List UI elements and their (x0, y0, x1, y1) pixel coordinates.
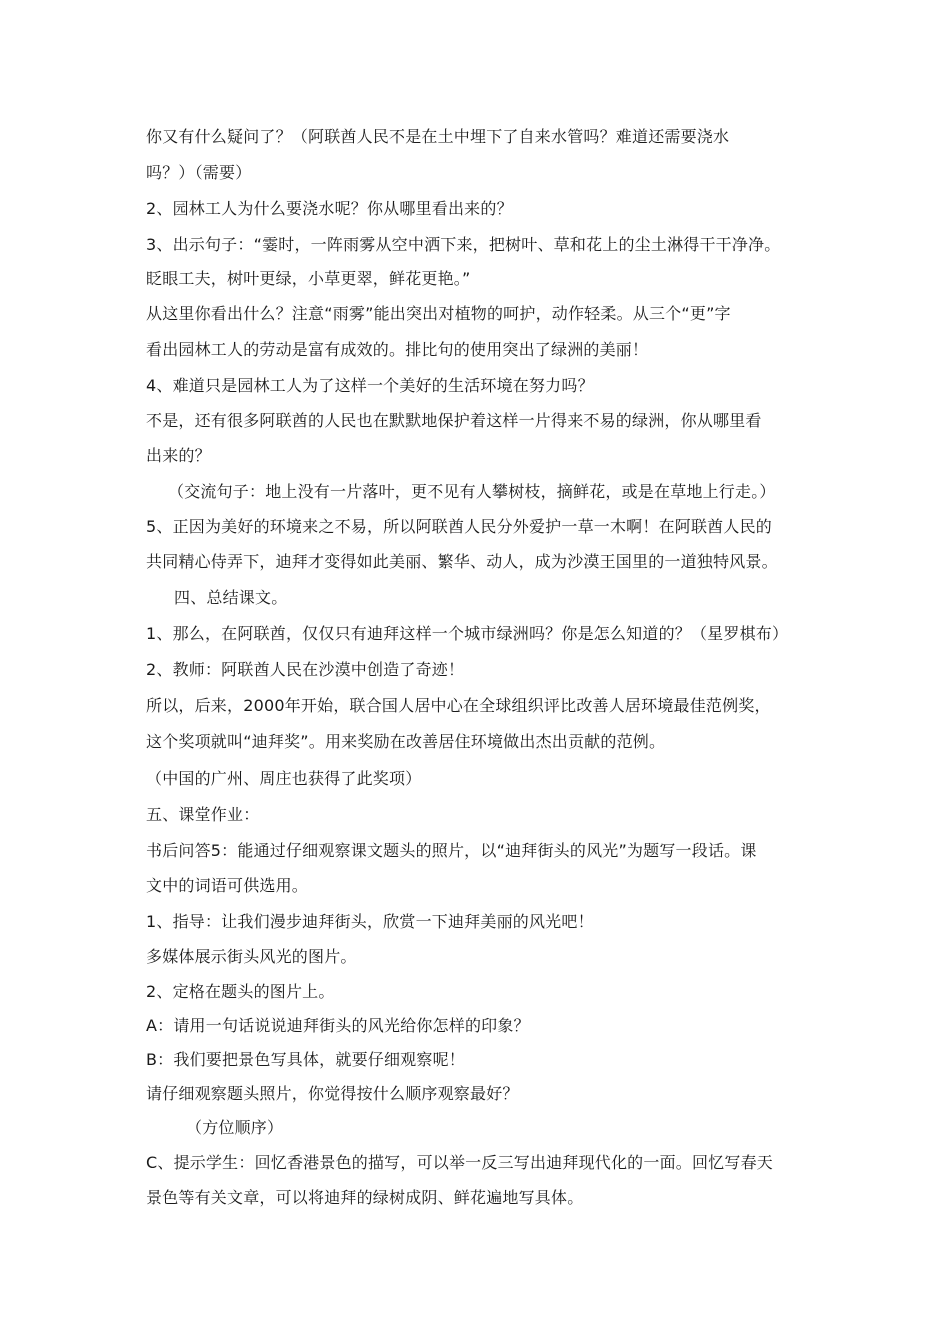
text-line: 文中的词语可供选用。 (146, 876, 309, 895)
text-line: 景色等有关文章，可以将迪拜的绿树成阴、鲜花遍地写具体。 (146, 1188, 584, 1207)
text-line: 这个奖项就叫“迪拜奖”。用来奖励在改善居住环境做出杰出贡献的范例。 (146, 732, 666, 751)
text-line: 2、园林工人为什么要浇水呢？你从哪里看出来的？ (146, 199, 513, 218)
section-heading: 四、总结课文。 (174, 588, 288, 607)
text-line: 5、正因为美好的环境来之不易，所以阿联酋人民分外爱护一草一木啊！在阿联酋人民的 (146, 517, 772, 536)
section-heading: 五、课堂作业： (146, 805, 260, 824)
text-line: 吗？）（需要） (146, 163, 252, 182)
text-line: 书后问答5：能通过仔细观察课文题头的照片，以“迪拜街头的风光”为题写一段话。课 (146, 841, 757, 860)
text-line: 共同精心侍弄下，迪拜才变得如此美丽、繁华、动人，成为沙漠王国里的一道独特风景。 (146, 552, 778, 571)
text-line: 看出园林工人的劳动是富有成效的。排比句的使用突出了绿洲的美丽！ (146, 340, 649, 359)
text-line: （交流句子：地上没有一片落叶，更不见有人攀树枝，摘鲜花，或是在草地上行走。） (168, 482, 776, 501)
text-line: 2、定格在题头的图片上。 (146, 982, 335, 1001)
text-line: 3、出示句子：“霎时，一阵雨雾从空中洒下来，把树叶、草和花上的尘土淋得干干净净。 (146, 235, 781, 254)
text-line: （方位顺序） (186, 1118, 284, 1137)
text-line: 不是，还有很多阿联酋的人民也在默默地保护着这样一片得来不易的绿洲，你从哪里看 (146, 411, 762, 430)
text-line: 从这里你看出什么？注意“雨雾”能出突出对植物的呵护，动作轻柔。从三个“更”字 (146, 304, 731, 323)
text-line: 1、那么，在阿联酋，仅仅只有迪拜这样一个城市绿洲吗？你是怎么知道的？（星罗棋布） (146, 624, 789, 643)
text-line: 多媒体展示街头风光的图片。 (146, 947, 357, 966)
text-line: 请仔细观察题头照片，你觉得按什么顺序观察最好？ (146, 1084, 519, 1103)
text-line: C、提示学生：回忆香港景色的描写，可以举一反三写出迪拜现代化的一面。回忆写春天 (146, 1153, 773, 1172)
text-line: 1、指导：让我们漫步迪拜街头，欣赏一下迪拜美丽的风光吧！ (146, 912, 594, 931)
text-line: 所以，后来，2000年开始，联合国人居中心在全球组织评比改善人居环境最佳范例奖， (146, 696, 771, 715)
text-line: 4、难道只是园林工人为了这样一个美好的生活环境在努力吗？ (146, 376, 594, 395)
text-line: （中国的广州、周庄也获得了此奖项） (146, 769, 422, 788)
text-line: 2、教师：阿联酋人民在沙漠中创造了奇迹！ (146, 660, 465, 679)
text-line: 出来的？ (146, 446, 211, 465)
text-line: A：请用一句话说说迪拜街头的风光给你怎样的印象？ (146, 1016, 530, 1035)
text-line: 你又有什么疑问了？（阿联酋人民不是在土中埋下了自来水管吗？难道还需要浇水 (146, 127, 730, 146)
text-line: 眨眼工夫，树叶更绿，小草更翠，鲜花更艳。” (146, 269, 471, 288)
text-line: B：我们要把景色写具体，就要仔细观察呢！ (146, 1050, 465, 1069)
